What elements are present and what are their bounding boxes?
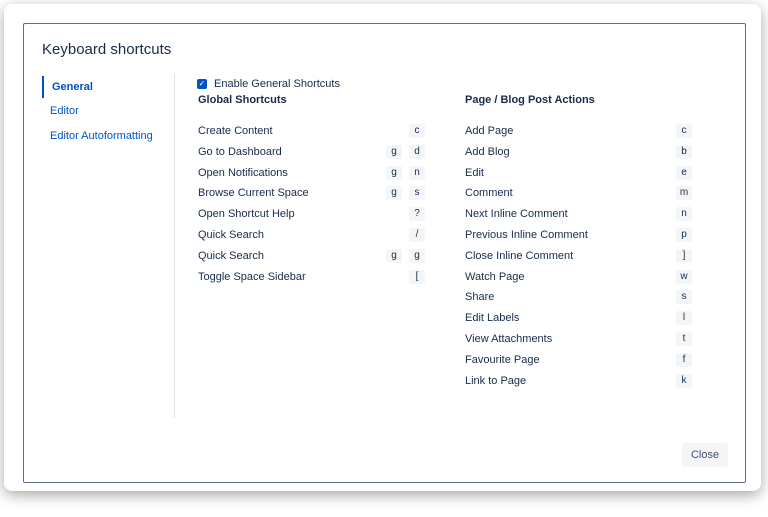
shortcut-label: Link to Page bbox=[465, 374, 527, 387]
shortcut-key: c bbox=[409, 124, 425, 138]
nav-item-general[interactable]: General bbox=[42, 76, 170, 98]
shortcut-row bbox=[198, 166, 426, 187]
shortcut-key: c bbox=[676, 124, 692, 138]
shortcut-row bbox=[465, 249, 693, 270]
shortcut-label: Open Shortcut Help bbox=[198, 208, 295, 221]
shortcut-row bbox=[198, 145, 426, 166]
shortcut-key: [ bbox=[409, 270, 425, 284]
close-button[interactable]: Close bbox=[682, 443, 728, 467]
shortcut-label: Share bbox=[465, 291, 495, 304]
enable-shortcuts-toggle[interactable] bbox=[197, 78, 340, 90]
shortcut-row bbox=[198, 249, 426, 270]
shortcut-row bbox=[465, 145, 693, 166]
shortcut-label: Create Content bbox=[198, 125, 273, 137]
shortcut-key: g bbox=[409, 249, 425, 263]
shortcut-key: b bbox=[676, 145, 692, 159]
shortcut-label: Favourite Page bbox=[465, 353, 540, 366]
shortcut-row bbox=[465, 290, 693, 311]
shortcut-key: ] bbox=[676, 249, 692, 263]
enable-shortcuts-label: Enable General Shortcuts bbox=[214, 78, 340, 90]
shortcut-key: e bbox=[676, 166, 692, 180]
nav-item-editor-autoformatting[interactable]: Editor Autoformatting bbox=[50, 130, 153, 142]
shortcut-key: n bbox=[676, 207, 692, 221]
shortcut-row bbox=[465, 228, 693, 249]
shortcut-label: Comment bbox=[465, 187, 513, 200]
shortcut-row bbox=[465, 270, 693, 291]
shortcut-row bbox=[198, 124, 426, 145]
window-frame bbox=[4, 4, 761, 491]
shortcut-row bbox=[198, 186, 426, 207]
shortcut-label: Quick Search bbox=[198, 228, 265, 241]
shortcut-label: Next Inline Comment bbox=[465, 208, 568, 221]
shortcut-key: p bbox=[676, 228, 692, 242]
shortcut-key: d bbox=[409, 145, 425, 159]
shortcut-key: f bbox=[676, 353, 692, 367]
shortcut-label: Edit Labels bbox=[465, 312, 520, 325]
checkbox-checked-icon[interactable]: ✓ bbox=[198, 79, 206, 88]
shortcut-label: Open Notifications bbox=[198, 166, 288, 179]
shortcut-label: Previous Inline Comment bbox=[465, 228, 588, 241]
shortcut-key: l bbox=[676, 311, 692, 325]
shortcut-key: w bbox=[676, 270, 692, 284]
shortcut-label: Add Page bbox=[465, 125, 514, 137]
shortcut-label: Toggle Space Sidebar bbox=[198, 270, 306, 283]
shortcut-key: g bbox=[386, 145, 402, 159]
dialog-title: Keyboard shortcuts bbox=[42, 41, 172, 58]
page-actions-heading: Page / Blog Post Actions bbox=[465, 94, 595, 106]
shortcut-row bbox=[465, 124, 693, 145]
shortcut-label: View Attachments bbox=[465, 332, 553, 345]
shortcut-label: Edit bbox=[465, 166, 484, 179]
shortcut-row bbox=[465, 166, 693, 187]
shortcut-row bbox=[465, 207, 693, 228]
keyboard-shortcuts-dialog bbox=[23, 23, 746, 483]
shortcut-category-nav bbox=[42, 74, 175, 418]
shortcut-label: Add Blog bbox=[465, 145, 510, 158]
shortcut-key: s bbox=[409, 186, 425, 200]
shortcut-label: Watch Page bbox=[465, 270, 525, 283]
shortcut-row bbox=[465, 186, 693, 207]
shortcut-label: Go to Dashboard bbox=[198, 145, 282, 158]
shortcut-key: t bbox=[676, 332, 692, 346]
page-actions-list bbox=[465, 124, 693, 394]
shortcut-row bbox=[465, 374, 693, 395]
shortcut-row bbox=[465, 311, 693, 332]
shortcut-row bbox=[198, 228, 426, 249]
shortcut-key: k bbox=[676, 374, 692, 388]
shortcut-key: s bbox=[676, 290, 692, 304]
shortcut-key: g bbox=[386, 186, 402, 200]
shortcut-label: Quick Search bbox=[198, 249, 265, 262]
nav-item-editor[interactable]: Editor bbox=[50, 105, 79, 117]
shortcut-key: / bbox=[409, 228, 425, 242]
shortcut-label: Close Inline Comment bbox=[465, 249, 574, 262]
shortcut-label: Browse Current Space bbox=[198, 187, 309, 200]
shortcut-key: ? bbox=[409, 207, 425, 221]
shortcut-row bbox=[465, 332, 693, 353]
shortcut-key: g bbox=[386, 166, 402, 180]
shortcut-key: n bbox=[409, 166, 425, 180]
shortcut-row bbox=[198, 270, 426, 291]
global-shortcuts-list bbox=[198, 124, 426, 290]
shortcut-row bbox=[198, 207, 426, 228]
global-shortcuts-heading: Global Shortcuts bbox=[198, 94, 287, 106]
shortcut-key: g bbox=[386, 249, 402, 263]
shortcut-key: m bbox=[676, 186, 692, 200]
shortcut-row bbox=[465, 353, 693, 374]
